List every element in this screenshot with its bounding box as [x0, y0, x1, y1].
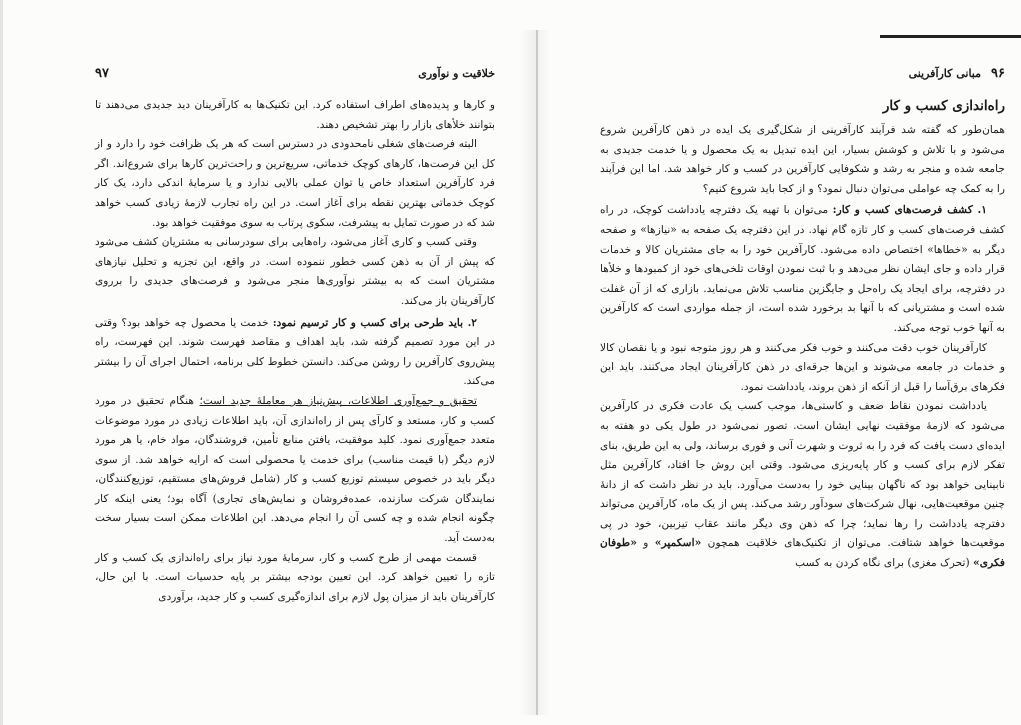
conjunction: و	[636, 536, 655, 550]
item-1-paragraph	[600, 200, 1005, 337]
term-scamper: «اسکمپر»	[654, 536, 702, 550]
paragraph: وقتی کسب و کاری آغاز می‌شود، راه‌هایی برای سودرسانی به مشتریان کشف می‌شود که پیش از آن به ذهن کسی خطور ننموده است. در واقع، این تجزیه و تحلیل نیازهای مشتریان است که به بیشتر نوآوری‌ها منجر می‌شود و فرصت‌های جدیدی را برروی کارآفرینان باز می‌کند.	[95, 236, 495, 307]
right-page	[600, 58, 1005, 573]
item-1-heading: ۱. کشف فرصت‌های کسب و کار:	[832, 203, 987, 217]
left-page-header	[95, 58, 495, 88]
intro-paragraph: همان‌طور که گفته شد فرآیند کارآفرینی از شکل‌گیری یک ایده در ذهن کارآفرین شروع می‌شود و با تلاش و کوشش بسیار، این ایده تبدیل به یک محصول و یا خدمت جدیدی به جامعه شده و منجر به رشد و شکوفایی کارآفرین در کسب و کار خواهد شد. اما این فرآیند را به کمک چه عواملی می‌توان دنبال نمود؟ و از کجا باید شروع کنیم؟	[600, 123, 1005, 195]
page-number: ۹۶	[991, 65, 1005, 81]
item-2-text: خدمت یا محصول چه خواهد بود؟ وقتی در این مورد تصمیم گرفته شد، باید اهداف و مقاصد فهرست شوند. این فهرست، راه پیش‌روی کارآفرین را روشن می‌کند. دانستن خطوط کلی برنامه، احتمال اجرای آن را بیشتر می‌کند.	[95, 316, 495, 388]
gutter-shadow	[520, 30, 550, 715]
running-title: خلاقیت و نوآوری	[418, 66, 495, 80]
paragraph: کارآفرینان خوب دقت می‌کنند و خوب فکر می‌کنند و هر روز متوجه نبود و یا نقصان کالا و خدمات در جامعه می‌شوند و این‌ها جرقه‌ای در ذهن کارآفرینان ایجاد می‌کنند. باید این فکرهای برق‌آسا را قبل از آنکه از ذهن بروند، یادداشت نمود.	[600, 340, 1005, 393]
paragraph-text: یادداشت نمودن نقاط ضعف و کاستی‌ها، موجب کسب یک عادت فکری در کارآفرین می‌شود که لازمهٔ موفقیت نهایی ایشان است. تصور نمی‌شود در طول یکی دو هفته به ایده‌ای دست یافت که فرد را به ثروت و شهرت آنی و فوری برساند، ولی به این طریق، بنای تفکر لازم برای کسب و کار پایه‌ریزی می‌شود. وقتی این روش جا افتاد، کارآفرین مثل نابینایی خواهد بود که ناگهان بینایی خود را به‌دست می‌آورد. باید در نظر داشت که از دانهٔ چنین موقعیت‌هایی، نهال شرکت‌های سودآور رشد می‌کند. پس از یک ماه، کارآفرین می‌تواند دفترچه یادداشت را رها نماید؛ چرا که ذهن وی دیگر مانند عقاب تیزبین، خود در پی موقعیت‌ها خواهد شتافت. می‌توان از تکنیک‌های خلاقیت همچون	[600, 399, 1005, 550]
book-gutter	[536, 30, 538, 715]
running-title: مبانی کارآفرینی	[908, 66, 982, 80]
left-page	[95, 58, 495, 607]
underlined-lead: تحقیق و جمع‌آوری اطلاعات، پیش‌نیاز هر معاملهٔ جدید است؛	[199, 394, 477, 407]
paragraph	[95, 392, 495, 549]
scan-edge-bar	[880, 35, 1021, 38]
paragraph: البته فرصت‌های شغلی نامحدودی در دسترس است که هر یک ظرافت خود را دارد و از کل این فرصت‌ها، کارهای کوچک خدماتی، سریع‌ترین و راحت‌ترین کارها برای شروع‌اند. اگر فرد کارآفرین استعداد خاص یا توان عملی بالایی ندارد و یا سرمایهٔ اندکی دارد، یک کار کوچک خدماتی بهترین نقطه برای آغاز است. در این راه تجارب لازمهٔ زیادی کسب خواهد شد که در صورت تمایل به پیشرفت، سکوی پرتاب به سوی موفقیت خواهد بود.	[95, 138, 495, 229]
item-2-heading: ۲. باید طرحی برای کسب و کار ترسیم نمود:	[272, 316, 477, 329]
paragraph	[600, 396, 1005, 572]
paragraph-text: هنگام تحقیق در مورد کسب و کار، مستعد و کارآی پس از راه‌اندازی آن، باید اطلاعات زیادی در مورد موضوعات متعدد جمع‌آوری نمود. کلید موفقیت، یافتن منابع تأمین، فروشندگان، مواد خام، یا هر مورد لازم دیگر (با قیمت مناسب) برای خدمت یا محصولی است که ارایه خواهد شد. از سوی دیگر باید در خصوص سیستم توزیع کسب و کار (شامل فروش‌های مستقیم، توزیع‌کنندگان، نمایندگان شرکت سازنده، عمده‌فروشان و نمایش‌های تجاری) آگاه بود؛ یعنی اینکه کار چگونه انجام شده و چه کسی آن را انجام می‌دهد. این اطلاعات ممکن است بسیار سخت به‌دست آید.	[95, 394, 495, 545]
continued-paragraph: و کارها و پدیده‌های اطراف استفاده کرد. این تکنیک‌ها به کارآفرینان دید جدیدی می‌دهند تا بتوانند خلأهای بازار را بهتر تشخیص دهند.	[95, 99, 495, 131]
item-1-text: می‌توان با تهیه یک دفترچه یادداشت کوچک، در راه کشف فرصت‌های کسب و کار تازه گام نهاد. در این دفترچه یک صفحه به «نیازها» و صفحه دیگر به «خطاها» اختصاص داده می‌شود. کارآفرین خود را به جای مشتریان کالا و خدمات قرار داده و جای ایشان نظر می‌دهد و با ثبت نمودن اوقات تلخی‌های خود از کمبودها و خلأها در دفترچه، برای ایجاد یک راه‌حل و جایگزین مناسب تلاش می‌نماید. بازاری که از آن غفلت شده است و مشتریانی که با آنها بد برخورد شده است، از جمله مواردی است که کارآفرین به آنها خوب توجه می‌کند.	[600, 203, 1005, 334]
page-number: ۹۷	[95, 65, 109, 81]
item-2-paragraph	[95, 314, 495, 392]
right-page-header	[600, 58, 1005, 88]
term-brainstorming: «طوفان فکری»	[600, 536, 1005, 570]
page-edge	[0, 0, 3, 725]
paragraph-text: (تحرک مغزی) برای نگاه کردن به کسب	[795, 556, 974, 570]
paragraph: قسمت مهمی از طرح کسب و کار، سرمایهٔ مورد نیاز برای راه‌اندازی یک کسب و کار تازه را تعیین خواهد کرد. این تعیین بودجه بیشتر بر پایه حدسیات است. با این حال، کارآفرینان باید از میزان پول لازم برای اندازه‌گیری کسب و کار جدید، برآوردی	[95, 551, 495, 603]
section-title: راه‌اندازی کسب و کار	[882, 98, 1005, 114]
